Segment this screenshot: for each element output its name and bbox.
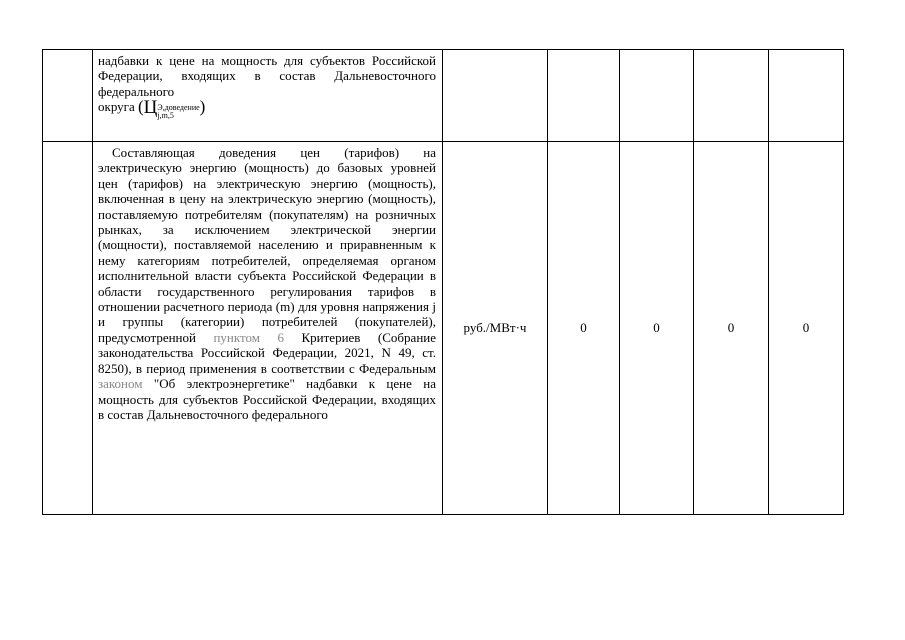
unit-cell: руб./МВт·ч <box>443 142 548 515</box>
formula-close-paren: ) <box>199 97 206 117</box>
index-cell <box>43 50 93 142</box>
formula-subscript: j,m,5 <box>157 111 174 121</box>
description-text-part: Составляющая доведения цен (тарифов) на электрическую энергию (мощность) до базовых уровней цен (тарифов) на электрическую энергию (мощность), включенная в цену на электрическую энергию (мощность), поставляемую потребителям (покупателям) на розничных рынках, за исключением электрической энергии (мощности), поставляемой населению и приравненным к нему категориям потребителей, определяемая органом исполнительной власти субъекта Российской Федерации в области государственного регулирования тарифов в отношении расчетного периода (m) для уровня напряжения j и группы (категории) потребителей (покупателей), предусмотренной <box>98 145 436 345</box>
value-cell <box>548 50 620 142</box>
description-cell <box>93 50 443 142</box>
description-text-part: Критериев (Собрание законодательства Российской Федерации, 2021, N 49, ст. 8250), в период применения в соответствии с Федеральным <box>98 329 436 376</box>
description-cell <box>93 142 443 515</box>
formula-symbol: Ц <box>143 97 158 119</box>
table-row <box>43 50 844 142</box>
link-federal-law[interactable]: законом <box>98 376 143 392</box>
link-punkt-6[interactable]: пунктом 6 <box>213 329 285 345</box>
index-cell <box>43 142 93 515</box>
description-text-part: надбавки к цене на мощность для субъектов Российской Федерации, входящих в состав Дальневосточного федерального <box>98 53 436 99</box>
description-text <box>93 142 442 422</box>
formula-line <box>98 99 436 120</box>
tariff-table <box>42 49 844 515</box>
value-cell: 0 <box>620 142 694 515</box>
value-cell <box>620 50 694 142</box>
description-text-part: "Об электроэнергетике" надбавки к цене на мощность для субъектов Российской Федерации, входящих в состав Дальневосточного федерального <box>98 376 436 422</box>
value-cell: 0 <box>769 142 844 515</box>
table-row <box>43 142 844 515</box>
unit-cell <box>443 50 548 142</box>
formula-prefix: округа <box>98 99 135 115</box>
formula-indices <box>157 104 199 120</box>
formula-open-paren: ( <box>138 97 144 117</box>
formula-superscript: Э,доведение <box>157 103 200 113</box>
description-text <box>93 50 442 120</box>
value-cell <box>694 50 769 142</box>
value-cell: 0 <box>548 142 620 515</box>
value-cell <box>769 50 844 142</box>
value-cell: 0 <box>694 142 769 515</box>
